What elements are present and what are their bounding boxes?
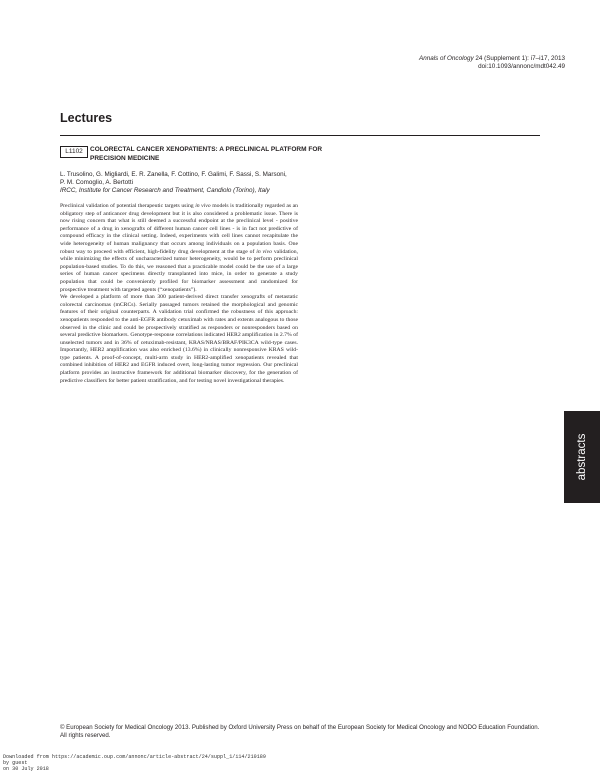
journal-name: Annals of Oncology: [419, 55, 474, 62]
paragraph-1-text-a: Preclinical validation of potential therapeutic targets using: [60, 203, 196, 209]
abstract-code: L1102: [60, 146, 88, 158]
paragraph-1-text-b: models is traditionally regarded as an obligatory step of anticancer drug development but it is also considered a problematic issue. There is now rising concern that what is still deemed a successful endpoint at the preclinical level - positive performance of a drug in xenografts of different human cancer cell lines - is in fact not predictive of compound efficacy in the clinical setting. Indeed, experiments with cell lines cannot recapitulate the wide heterogeneity of human malignancy that occurs among individuals on a population basis. One robust way to proceed with efficient, high-fidelity drug development at the stage of: [60, 203, 298, 255]
affiliation: [60, 187, 350, 195]
abstract-paragraph-1: [60, 203, 298, 294]
affiliation-institute: IRCC, Institute for Cancer Research and Treatment,: [60, 187, 207, 194]
authors-line-2: P. M. Comoglio, A. Bertotti: [60, 179, 134, 187]
paragraph-1-emphasis-2: in vivo: [256, 248, 272, 255]
journal-doi: doi:10.1093/annonc/mdt042.49: [478, 63, 565, 71]
authors-line-1: L. Trusolino, G. Migliardi, E. R. Zanella, F. Cottino, F. Galimi, F. Sassi, S. Marsoni,: [60, 171, 287, 178]
journal-citation: [419, 55, 565, 71]
download-url-link[interactable]: Downloaded from https://academic.oup.com/annonc/article-abstract/24/suppl_1/i14/210189: [3, 754, 266, 760]
download-stamp: [3, 754, 323, 772]
abstract-body: [60, 203, 298, 385]
download-date-line: on 30 July 2018: [3, 766, 49, 773]
copyright-footer: © European Society for Medical Oncology 2013. Published by Oxford University Press on behalf of the European Society for Medical Oncology and NODO Education Foundation. All rights reserved.: [60, 724, 540, 739]
affiliation-place: Candiolo (Torino), Italy: [206, 187, 270, 194]
journal-volume: 24 (Supplement 1): i7–i17, 2013: [473, 55, 565, 62]
abstracts-side-tab: [564, 411, 600, 503]
section-title: Lectures: [60, 111, 113, 125]
abstract-title: COLORECTAL CANCER XENOPATIENTS: A PRECLINICAL PLATFORM FOR PRECISION MEDICINE: [90, 146, 323, 162]
paragraph-1-emphasis-1: in vivo: [195, 203, 211, 209]
section-divider: [60, 135, 540, 136]
side-tab-label: abstracts: [576, 433, 588, 481]
abstract-paragraph-2: We developed a platform of more than 300 patient-derived direct transfer xenografts of metastatic colorectal carcinomas (mCRCs). Serially passaged tumors retained the morphological and genomic features of their original counterparts. A validation trial confirmed the robustness of this approach: xenopatients responded to the anti-EGFR antibody cetuximab with rates and extents analogous to those observed in the clinic and could be prospectively stratified as responders or nonresponders based on several predictive biomarkers. Genotype-response correlations indicated HER2 amplification in 2.7% of unselected tumors and in 36% of cetuximab-resistant, KRAS/NRAS/BRAF/PIK3CA wild-type cases. Importantly, HER2 amplification was also enriched (13.6%) in clinically nonresponsive KRAS wild-type patients. A proof-of-concept, multi-arm study in HER2-amplified xenopatients revealed that combined inhibition of HER2 and EGFR induced overt, long-lasting tumor regression. Our preclinical platform provides an instructive framework for additional biomarker discovery, for the generation of predictive classifiers for better patient stratification, and for testing novel investigational therapies.: [60, 294, 298, 384]
author-list: [60, 171, 350, 187]
paragraph-1-text-c: validation, while minimizing the effects of uncharacterized tumor heterogeneity, would be to perform preclinical population-based studies. To do this, we reasoned that a practicable model could be the use of a large series of human cancer specimens directly transplanted into mice, in order to generate a study population that could be conveniently profiled for biomarker assessment and randomized for prospective treatment with targeted agents (“xenopatients”).: [60, 248, 298, 293]
download-by-line: by guest: [3, 760, 28, 767]
